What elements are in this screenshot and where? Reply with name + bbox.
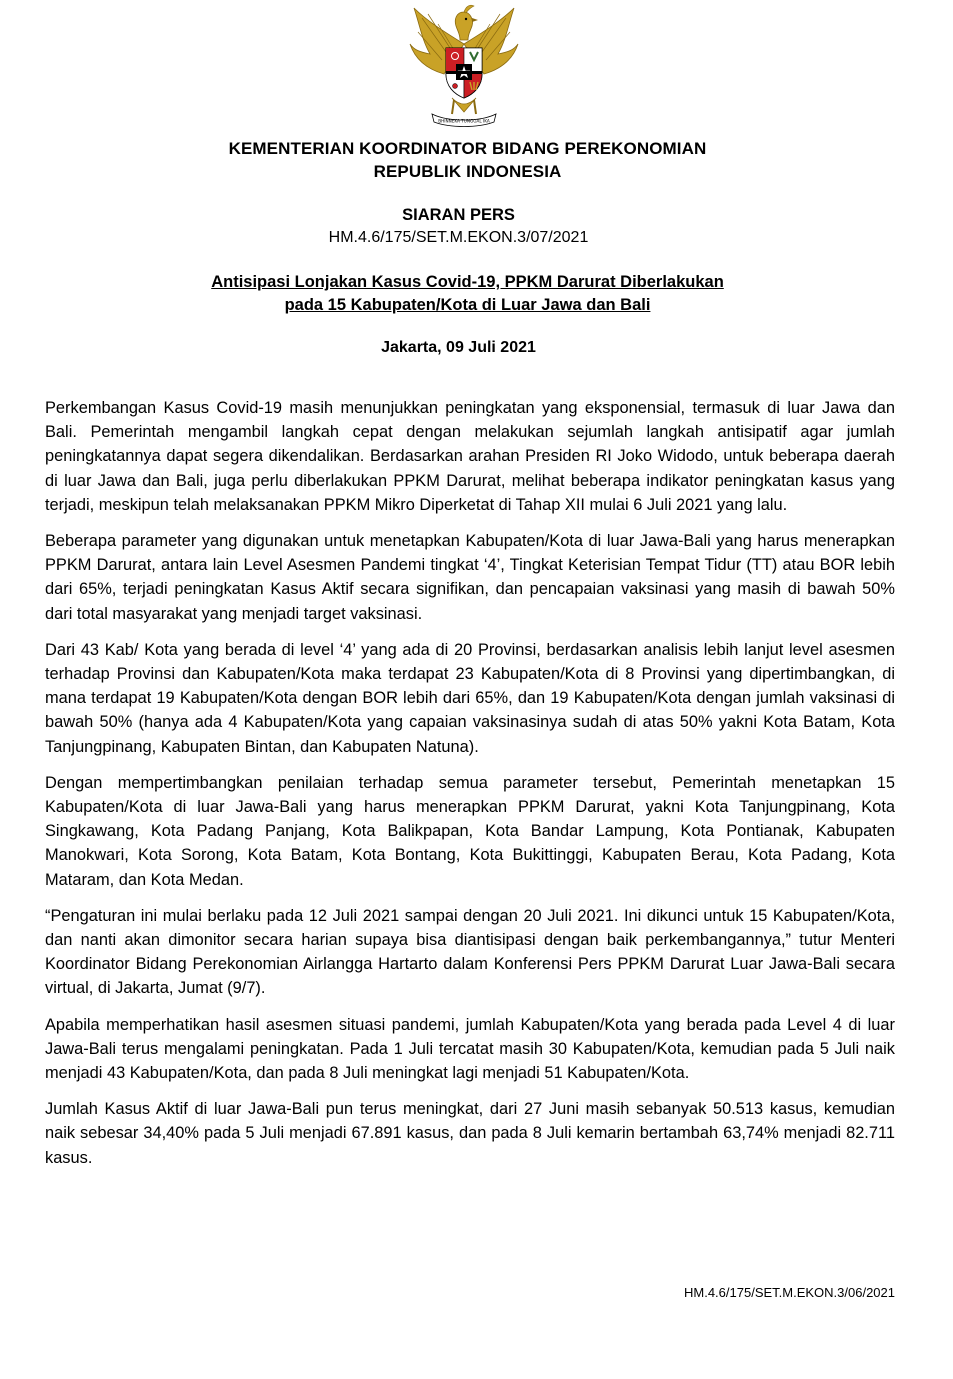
dateline: Jakarta, 09 Juli 2021 [381,339,536,356]
body-paragraph: Apabila memperhatikan hasil asesmen situasi pandemi, jumlah Kabupaten/Kota yang berada pada Level 4 di luar Jawa-Bali terus mengalami peningkatan. Pada 1 Juli tercatat masih 30 Kabupaten/Kota, kemudian pada 5 Juli naik menjadi 43 Kabupaten/Kota, dan pada 8 Juli meningkat lagi menjadi 51 Kabupaten/Kota. [45,1015,895,1083]
body-paragraph: Jumlah Kasus Aktif di luar Jawa-Bali pun terus meningkat, dari 27 Juni masih sebanyak 50.513 kasus, kemudian naik sebesar 34,40% pada 5 Juli menjadi 67.891 kasus, dan pada 8 Juli kemarin bertambah 63,74% menjadi 82.711 kasus. [45,1100,895,1167]
body-paragraph: Dari 43 Kab/ Kota yang berada di level ‘4’ yang ada di 20 Provinsi, berdasarkan analisis lebih lanjut level asesmen terhadap Provinsi dan Kabupaten/Kota maka terdapat 23 Kabupaten/Kota di 8 Provinsi yang dipertimbangkan, di mana terdapat 19 Kabupaten/Kota dengan BOR lebih dari 65%, dan 19 Kabupaten/Kota dengan jumlah vaksinasi di bawah 50% (hanya ada 4 Kabupaten/Kota yang capaian vaksinasinya sudah di atas 50% yakni Kota Batam, Kota Tanjungpinang, Kabupaten Bintan, dan Kabupaten Natuna). [45,640,895,756]
press-release-body [45,396,895,1182]
document-number: HM.4.6/175/SET.M.EKON.3/07/2021 [328,229,589,246]
headline [0,271,953,317]
ministry-name-line1: KEMENTERIAN KOORDINATOR BIDANG PEREKONOMIAN [228,139,707,158]
body-paragraph: “Pengaturan ini mulai berlaku pada 12 Juli 2021 sampai dengan 20 Juli 2021. Ini dikunci untuk 15 Kabupaten/Kota, dan nanti akan dimonitor secara harian supaya bisa diantisipasi dengan baik perkembangannya,” tutur Menteri Koordinator Bidang Perekonomian Airlangga Hartarto dalam Konferensi Pers PPKM Darurat Luar Jawa-Bali secara virtual, di Jakarta, Jumat (9/7). [45,906,895,998]
footer-reference-number: HM.4.6/175/SET.M.EKON.3/06/2021 [684,1285,895,1300]
headline-line1: Antisipasi Lonjakan Kasus Covid-19, PPKM Darurat Diberlakukan [211,273,724,291]
ministry-name-line2: REPUBLIK INDONESIA [373,162,562,181]
ministry-name [0,137,953,183]
document-type: SIARAN PERS [402,206,515,224]
body-paragraph: Perkembangan Kasus Covid-19 masih menunjukkan peningkatan yang eksponensial, termasuk di luar Jawa dan Bali. Pemerintah mengambil langkah cepat dengan melakukan sejumlah langkah antisipatif agar jumlah peningkatannya dapat segera dikendalikan. Berdasarkan arahan Presiden RI Joko Widodo, untuk beberapa daerah di luar Jawa dan Bali, juga perlu diberlakukan PPKM Darurat, melihat beberapa indikator peningkatan kasus yang terjadi, meskipun telah melaksanakan PPKM Mikro Diperketat di Tahap XII mulai 6 Juli 2021 yang lalu. [45,399,895,514]
body-paragraph: Beberapa parameter yang digunakan untuk menetapkan Kabupaten/Kota di luar Jawa-Bali yang harus menerapkan PPKM Darurat, antara lain Level Asesmen Pandemi tingkat ‘4’, Tingkat Keterisian Tempat Tidur (TT) atau BOR lebih dari 65%, terjadi peningkatan Kasus Aktif secara signifikan, dan pencapaian vaksinasi yang masih di bawah 50% dari total masyarakat yang menjadi target vaksinasi. [45,532,895,623]
svg-text:BHINNEKA TUNGGAL IKA: BHINNEKA TUNGGAL IKA [438,118,490,124]
headline-line2: pada 15 Kabupaten/Kota di Luar Jawa dan Bali [284,296,651,314]
body-paragraph: Dengan mempertimbangkan penilaian terhadap semua parameter tersebut, Pemerintah menetapkan 15 Kabupaten/Kota di luar Jawa-Bali yang harus menerapkan PPKM Darurat, yakni Kota Tanjungpinang, Kota Singkawang, Kota Padang Panjang, Kota Balikpapan, Kota Bandar Lampung, Kota Pontianak, Kabupaten Manokwari, Kota Sorong, Kota Batam, Kota Bontang, Kota Bukittinggi, Kabupaten Berau, Kota Padang, Kota Mataram, dan Kota Medan. [45,773,895,889]
garuda-emblem-icon [408,4,520,130]
